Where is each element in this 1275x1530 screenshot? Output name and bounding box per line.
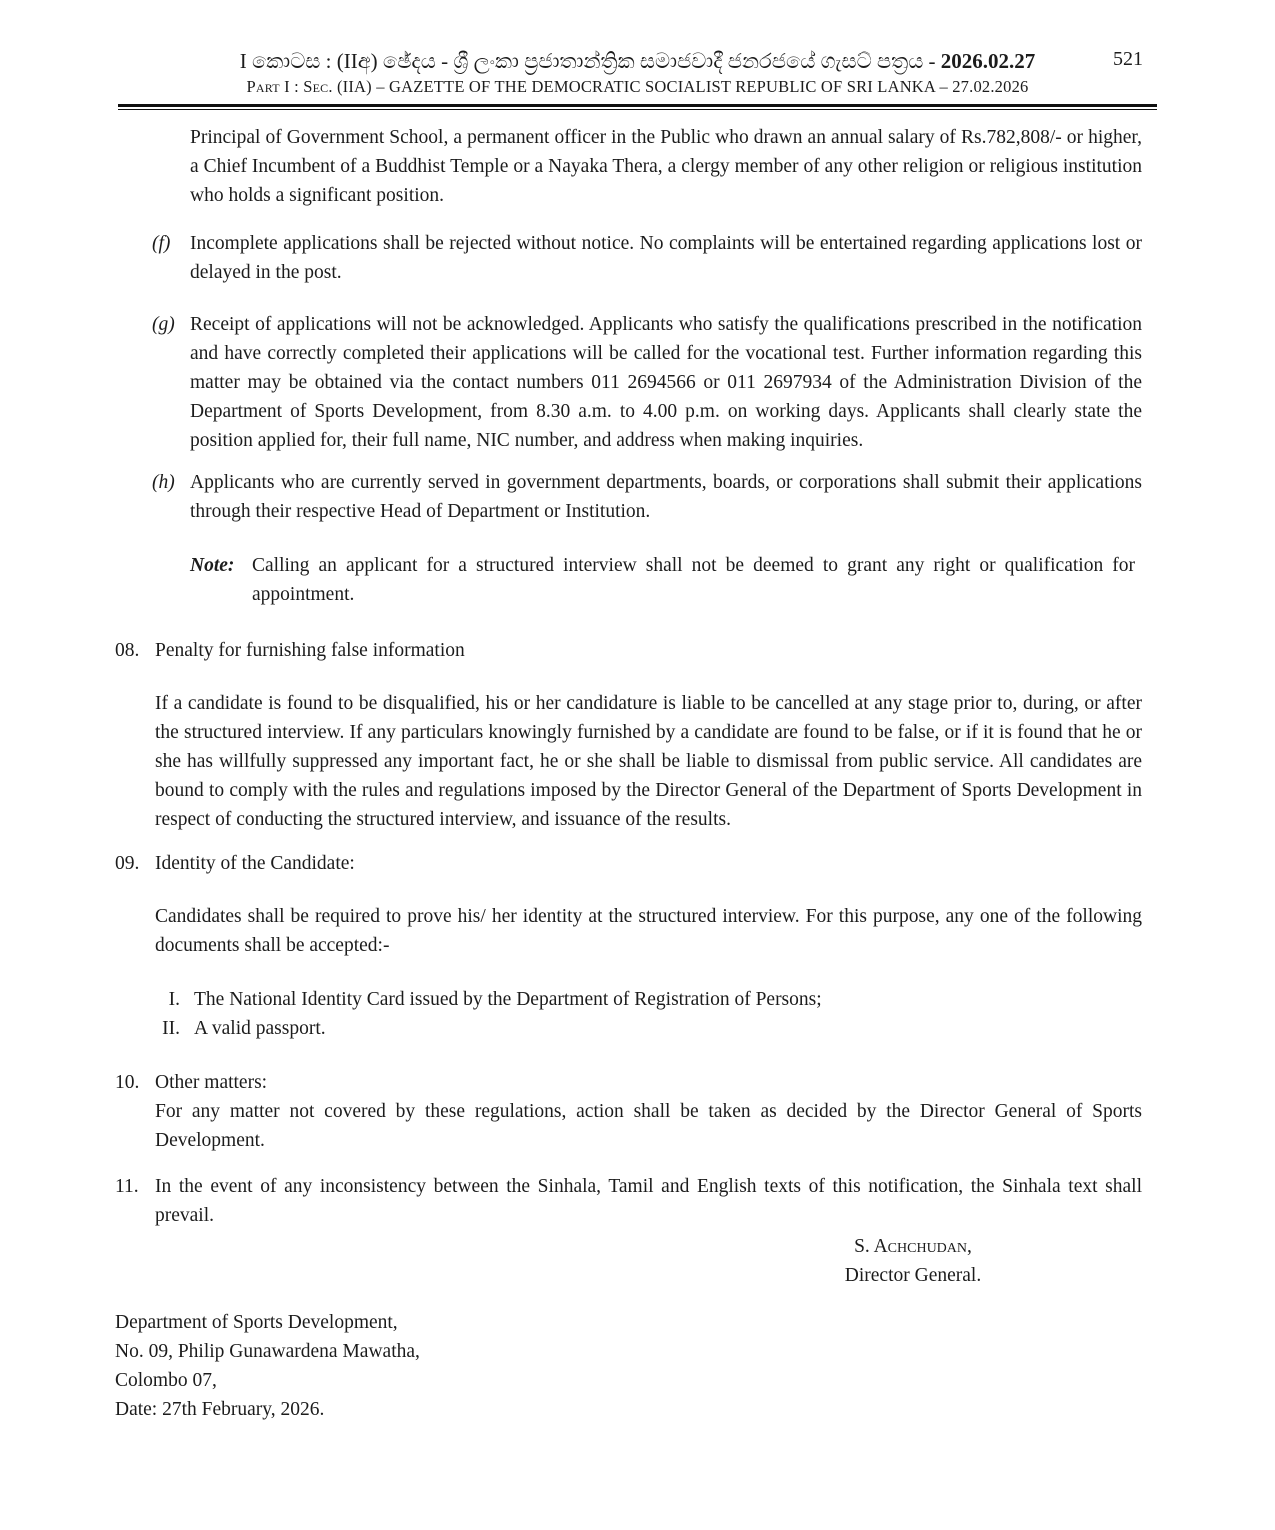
section-08 [115, 636, 1142, 834]
page-header [118, 0, 1157, 98]
list-item-2-text: A valid passport. [194, 1018, 326, 1039]
item-h-text: Applicants who are currently served in government departments, boards, or corporations shall submit their applications through their respective Head of Department or Institution. [190, 472, 1142, 522]
identity-documents-list [162, 985, 1142, 1043]
address-block [115, 1308, 1142, 1424]
signature-name: S. Achchudan, [854, 1236, 972, 1257]
note-text: Calling an applicant for a structured interview shall not be deemed to grant any right or qualification for appointment. [252, 555, 1135, 605]
address-line-city: Colombo 07, [115, 1370, 217, 1391]
header-rule [118, 104, 1157, 110]
item-f [152, 229, 1142, 287]
section-09-body: Candidates shall be required to prove his/ her identity at the structured interview. For this purpose, any one of the following documents shall be accepted:- [155, 906, 1142, 956]
section-09-number: 09. [115, 853, 140, 874]
header-english-line [118, 76, 1157, 98]
page-number: 521 [1113, 48, 1143, 70]
note-block [190, 551, 1135, 609]
section-08-number: 08. [115, 640, 140, 661]
intro-paragraph: Principal of Government School, a permanent officer in the Public who drawn an annual salary of Rs.782,808/- or higher, a Chief Incumbent of a Buddhist Temple or a Nayaka Thera, a clergy member of any other religion or religious institution who holds a significant position. [190, 127, 1142, 206]
item-g-text: Receipt of applications will not be acknowledged. Applicants who satisfy the qualifications prescribed in the notification and have correctly completed their applications will be called for the vocational test. Further information regarding this matter may be obtained via the contact numbers 011 2694566 or 011 2697934 of the Administration Division of the Department of Sports Development, from 8.30 a.m. to 4.00 p.m. on working days. Applicants shall clearly state the position applied for, their full name, NIC number, and address when making inquiries. [190, 314, 1142, 451]
item-h-label: (h) [152, 472, 175, 493]
note-label: Note: [190, 555, 235, 576]
item-f-label: (f) [152, 233, 171, 254]
section-08-title: Penalty for furnishing false information [155, 640, 465, 661]
list-item-2-numeral: II. [162, 1018, 180, 1039]
header-sinhala-text: I කොටස : (IIඅ) ඡේදය - ශ්‍රී ලංකා ප්‍රජාතාන්ත්‍රික සමාජවාදී ජනරජයේ ගැසට් පත්‍රය - [239, 49, 941, 73]
signature-title: Director General. [844, 1265, 982, 1286]
header-sinhala-line [118, 46, 1157, 76]
section-11-body: In the event of any inconsistency between the Sinhala, Tamil and English texts of this notification, the Sinhala text shall prevail. [155, 1176, 1142, 1226]
header-english-gazette: – GAZETTE OF THE DEMOCRATIC SOCIALIST REPUBLIC OF SRI LANKA – 27.02.2026 [371, 77, 1029, 96]
list-item-passport [162, 1014, 1142, 1043]
list-item-1-text: The National Identity Card issued by the Department of Registration of Persons; [194, 989, 822, 1010]
item-g [152, 310, 1142, 455]
section-10-body: For any matter not covered by these regulations, action shall be taken as decided by the Director General of Sports Development. [155, 1101, 1142, 1151]
list-item-national-id [168, 985, 1142, 1014]
section-10-number: 10. [115, 1072, 140, 1093]
item-f-text: Incomplete applications shall be rejected without notice. No complaints will be entertained regarding applications lost or delayed in the post. [190, 233, 1142, 283]
section-09-title: Identity of the Candidate: [155, 853, 355, 874]
section-09 [115, 849, 1142, 960]
item-g-label: (g) [152, 314, 175, 335]
document-body [0, 123, 1275, 1424]
address-line-date: Date: 27th February, 2026. [115, 1399, 325, 1420]
header-sinhala-date: 2026.02.27 [940, 49, 1036, 73]
address-line-street: No. 09, Philip Gunawardena Mawatha, [115, 1341, 420, 1362]
list-item-1-numeral: I. [168, 989, 180, 1010]
section-11-number: 11. [115, 1176, 139, 1197]
section-11 [115, 1172, 1142, 1230]
section-10-title: Other matters: [155, 1072, 268, 1093]
section-10 [115, 1068, 1142, 1155]
header-english-part-sec: Part I : Sec. (IIA) [246, 77, 372, 96]
address-line-department: Department of Sports Development, [115, 1312, 398, 1333]
signature-block [763, 1232, 1063, 1290]
item-h [152, 468, 1142, 526]
section-08-body: If a candidate is found to be disqualified, his or her candidature is liable to be cancelled at any stage prior to, during, or after the structured interview. If any particulars knowingly furnished by a candidate are found to be false, or if it is found that he or she has willfully suppressed any important fact, he or she shall be liable to dismissal from public service. All candidates are bound to comply with the rules and regulations imposed by the Director General of the Department of Sports Development in respect of conducting the structured interview, and issuance of the results. [155, 693, 1142, 830]
